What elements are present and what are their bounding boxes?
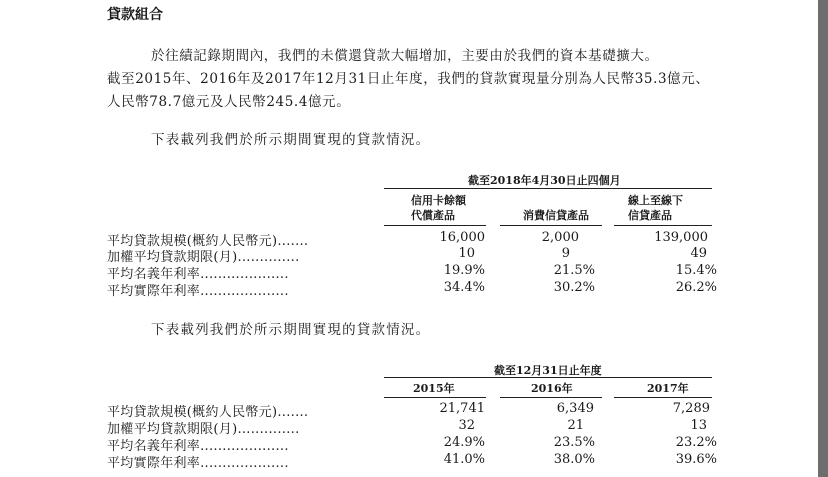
table1-col2-rule: [500, 225, 602, 226]
table1-col1-rule: [384, 225, 486, 226]
table2-cell: 21: [567, 418, 584, 433]
table1-row-label: 加權平均貸款期限(月)..............: [107, 250, 300, 265]
table2-col1-header: 2015年: [413, 382, 455, 395]
table2-col2-header: 2016年: [531, 382, 573, 395]
table1-cell: 26.2%: [675, 280, 717, 295]
table1-caption: 截至2018年4月30日止四個月: [468, 174, 621, 187]
table1-row-label: 平均實際年利率....................: [107, 284, 289, 299]
table1-col1-line2: 代償產品: [411, 209, 455, 222]
paragraph-line-3: 人民幣78.7億元及人民幣245.4億元。: [107, 94, 351, 110]
table1-caption-rule: [384, 188, 712, 189]
table2-cell: 6,349: [556, 401, 594, 416]
table2-cell: 39.6%: [675, 452, 717, 467]
table1-cell: 139,000: [654, 230, 708, 245]
table1-col3-line1: 線上至線下: [628, 194, 683, 207]
table1-cell: 9: [561, 246, 570, 261]
table2-cell: 32: [458, 418, 475, 433]
table1-cell: 34.4%: [443, 280, 485, 295]
table1-intro: 下表載列我們於所示期間實現的貸款情況。: [151, 132, 431, 148]
table2-cell: 23.5%: [553, 435, 595, 450]
table2-cell: 38.0%: [553, 452, 595, 467]
table2-cell: 7,289: [672, 401, 710, 416]
table2-cell: 41.0%: [443, 452, 485, 467]
table1-cell: 16,000: [439, 230, 485, 245]
table2-cell: 13: [690, 418, 707, 433]
table2-row-label: 平均實際年利率....................: [107, 456, 289, 471]
section-heading: 貸款組合: [107, 7, 163, 23]
table2-cell: 24.9%: [443, 435, 485, 450]
table1-cell: 21.5%: [553, 263, 595, 278]
table1-cell: 10: [458, 246, 475, 261]
table2-cell: 23.2%: [675, 435, 717, 450]
table2-intro: 下表載列我們於所示期間實現的貸款情況。: [151, 322, 431, 338]
table1-cell: 2,000: [541, 230, 579, 245]
table1-col1-line1: 信用卡餘額: [411, 194, 466, 207]
table1-cell: 49: [690, 246, 707, 261]
table1-cell: 30.2%: [553, 280, 595, 295]
table2-caption-rule: [384, 377, 712, 378]
table2-col3-header: 2017年: [647, 382, 689, 395]
table1-row-label: 平均貸款規模(概約人民幣元).......: [107, 234, 309, 249]
table1-row-label: 平均名義年利率....................: [107, 267, 289, 282]
paragraph-line-2: 截至2015年、2016年及2017年12月31日止年度，我們的貸款實現量分別為人民幣35.3億元、: [107, 71, 710, 87]
table1-cell: 19.9%: [443, 263, 485, 278]
table1-col3-line2: 信貸產品: [628, 209, 672, 222]
table1-cell: 15.4%: [675, 263, 717, 278]
table1-col3-rule: [614, 225, 712, 226]
paragraph-line-1: 於往績記錄期間內，我們的未償還貸款大幅增加，主要由於我們的資本基礎擴大。: [151, 48, 659, 64]
table2-row-label: 平均貸款規模(概約人民幣元).......: [107, 405, 309, 420]
table2-caption: 截至12月31日止年度: [494, 364, 602, 377]
table2-cell: 21,741: [439, 401, 485, 416]
table2-row-label: 平均名義年利率....................: [107, 439, 289, 454]
table2-col1-rule: [384, 397, 486, 398]
table2-col3-rule: [614, 397, 712, 398]
table1-col2-line2: 消費信貸產品: [523, 209, 589, 222]
table2-col2-rule: [500, 397, 602, 398]
scrollbar[interactable]: [818, 0, 828, 477]
table2-row-label: 加權平均貸款期限(月)..............: [107, 422, 300, 437]
